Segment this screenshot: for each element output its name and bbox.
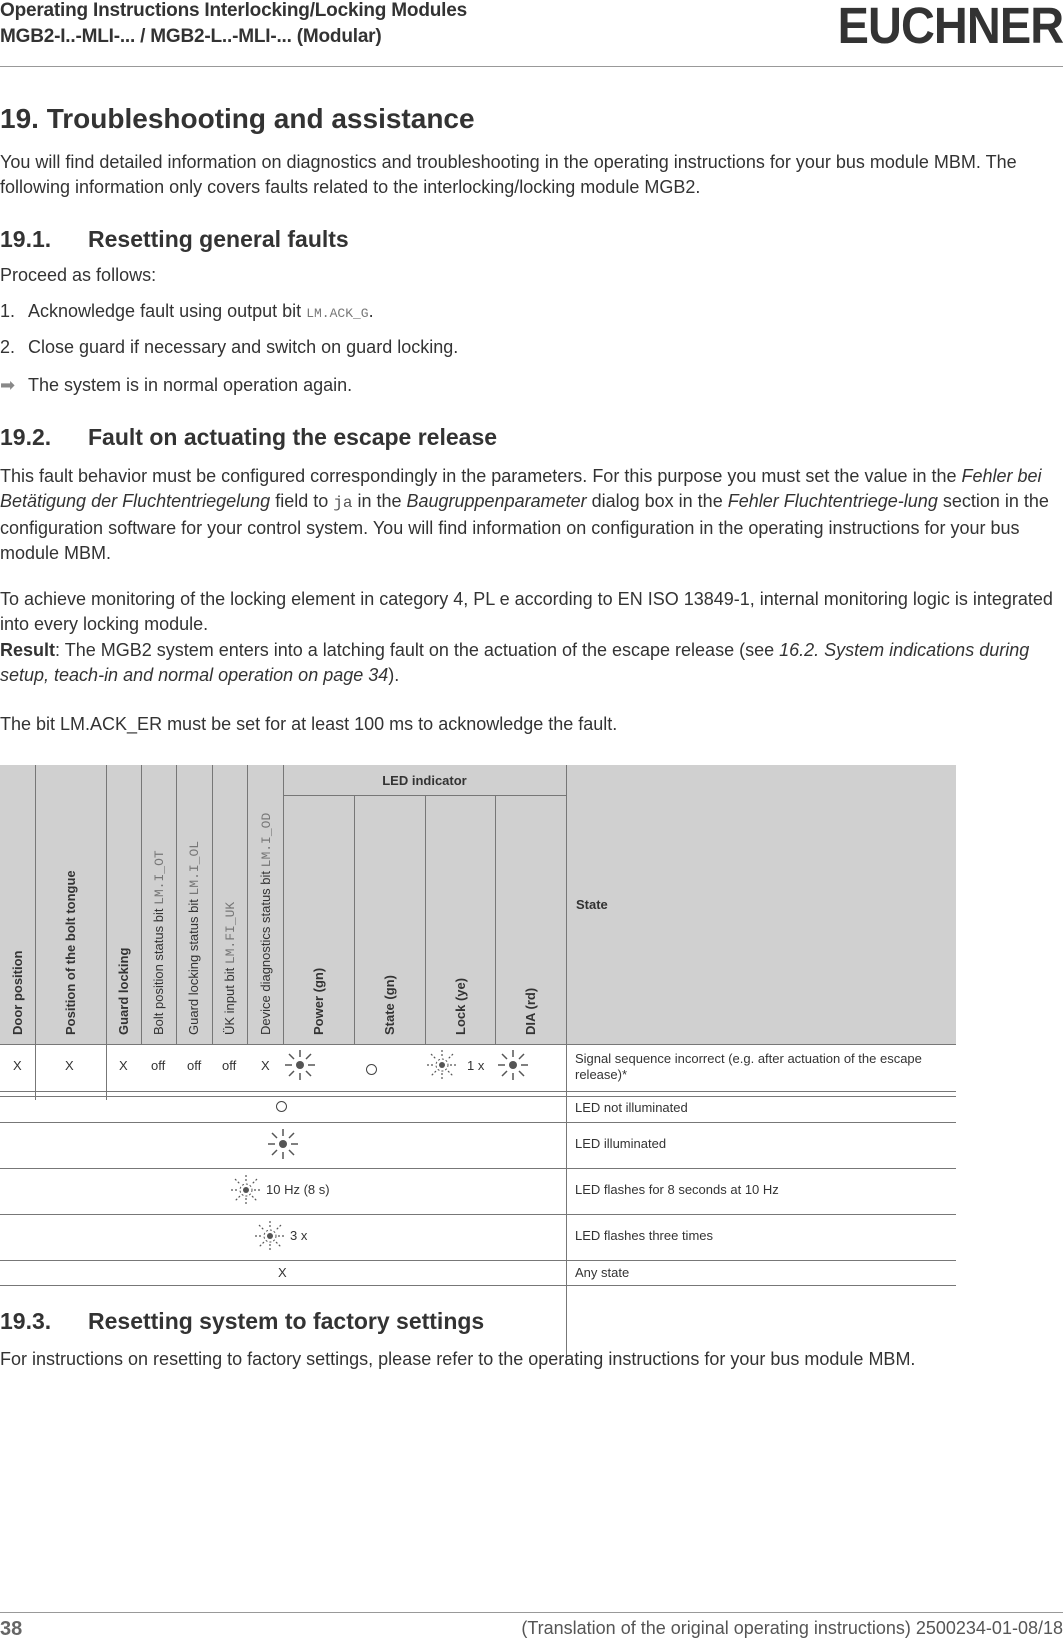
result-arrow-icon: ➡	[0, 375, 16, 395]
text: section in the configuration software for your control system. You will find information on configuration in the operating instructions for your bus module MBM.	[0, 491, 1049, 563]
led-illuminated-icon	[283, 1048, 317, 1082]
subsection-3-title: Resetting system to factory settings	[88, 1308, 485, 1334]
led-group-header: LED indicator	[382, 773, 467, 788]
row-divider	[0, 1168, 956, 1169]
s3-paragraph: For instructions on resetting to factory settings, please refer to the operating instructions for your bus module MBM.	[0, 1349, 916, 1369]
header-text: State (gn)	[382, 975, 397, 1035]
section-intro: You will find detailed information on diagnostics and troubleshooting in the operating instructions for your bus module MBM. The following information only covers faults related to the interlocking/locking module MGB2.	[0, 152, 1017, 197]
subsection-1-number: 19.1.	[0, 226, 52, 252]
cell-bps: off	[151, 1058, 166, 1073]
text: dialog box in the	[586, 491, 728, 511]
doc-title: Operating Instructions Interlocking/Locking Modules	[0, 0, 467, 21]
legend-symbol-3x: 3 x	[290, 1228, 308, 1243]
row-divider	[0, 1122, 956, 1123]
subsection-2-number: 19.2.	[0, 424, 52, 450]
led-illuminated-icon	[266, 1127, 300, 1161]
col-divider	[176, 765, 177, 1044]
subsection-1-title: Resetting general faults	[88, 226, 349, 252]
led-group-divider	[283, 795, 566, 796]
header-text: Position of the bolt tongue	[63, 870, 78, 1035]
header-code: LM.FI_UK	[223, 901, 238, 965]
col-divider	[354, 795, 355, 1044]
result-text: The system is in normal operation again.	[28, 375, 353, 395]
table-header	[0, 765, 956, 1044]
table-bottom-border	[0, 1285, 956, 1286]
row-divider	[0, 1260, 956, 1261]
led-flashing-icon	[253, 1219, 287, 1253]
step-end: .	[368, 301, 374, 321]
value-code: ja	[333, 494, 353, 512]
legend-symbol-10hz: 10 Hz (8 s)	[266, 1182, 330, 1197]
cell-guard: X	[119, 1058, 128, 1073]
dialog-name: Baugruppenparameter	[406, 491, 587, 511]
s1-lead: Proceed as follows:	[0, 265, 157, 285]
guard-locking-status-header	[186, 841, 202, 1035]
col-divider	[495, 795, 496, 1044]
footer-divider	[0, 1612, 1063, 1613]
legend-desc-10hz: LED flashes for 8 seconds at 10 Hz	[575, 1182, 779, 1197]
field-name: Fehler bei Betätigung der Fluchtentriegelung	[0, 466, 1042, 511]
led-flashing-icon	[229, 1173, 263, 1207]
header-text: Guard locking status bit	[186, 895, 201, 1035]
cell-bolt: X	[65, 1058, 74, 1073]
row-divider	[0, 1091, 956, 1092]
s1-result	[0, 375, 352, 396]
header-code: LM.I_OD	[259, 812, 274, 868]
doc-subtitle: MGB2-I..-MLI-... / MGB2-L..-MLI-... (Modular)	[0, 26, 382, 47]
header-code: LM.I_OL	[187, 840, 202, 896]
subsection-2-title: Fault on actuating the escape release	[88, 424, 498, 450]
section-name: Fehler Fluchtentriege-lung	[727, 491, 938, 511]
text: field to	[270, 491, 334, 511]
step-number: 1.	[0, 301, 16, 321]
header-text: Device diagnostics status bit	[258, 867, 273, 1035]
text: in the	[352, 491, 407, 511]
page-number: 38	[0, 1618, 23, 1640]
footer-note: (Translation of the original operating instructions) 2500234-01-08/18	[521, 1618, 1063, 1638]
col-divider	[425, 795, 426, 1044]
col-divider	[283, 765, 284, 1044]
s2-paragraph-3	[0, 638, 1063, 688]
led-state-table	[0, 765, 956, 1285]
s1-step-2	[0, 337, 458, 358]
led-off-icon	[366, 1064, 377, 1075]
text: : The MGB2 system enters into a latching fault on the actuation of the escape release (see	[55, 640, 780, 660]
lock-led-header	[453, 978, 468, 1035]
step-number: 2.	[0, 337, 16, 357]
led-illuminated-icon	[496, 1048, 530, 1082]
cell-lock-count: 1 x	[467, 1058, 485, 1073]
text: This fault behavior must be configured correspondingly in the parameters. For this purpose you must set the value in the	[0, 466, 962, 486]
step-text: Close guard if necessary and switch on guard locking.	[28, 337, 459, 357]
legend-desc-off: LED not illuminated	[575, 1100, 688, 1115]
uk-input-header	[222, 902, 238, 1035]
step-text: Acknowledge fault using output bit	[28, 301, 307, 321]
col-divider	[212, 765, 213, 1044]
s2-paragraph-4: The bit LM.ACK_ER must be set for at least 100 ms to acknowledge the fault.	[0, 714, 618, 734]
dia-led-header	[523, 988, 538, 1035]
door-position-header	[10, 951, 25, 1036]
s2-paragraph-2: To achieve monitoring of the locking element in category 4, PL e according to EN ISO 13849-1, internal monitoring logic is integrated into every locking module.	[0, 589, 1053, 634]
header-text: DIA (rd)	[523, 987, 538, 1035]
col-divider	[35, 765, 36, 1044]
header-text: Power (gn)	[311, 967, 326, 1035]
subsection-1-heading	[0, 226, 349, 253]
led-off-icon	[276, 1101, 287, 1112]
col-divider	[106, 765, 107, 1044]
s1-step-1	[0, 301, 374, 322]
cell-uk: off	[222, 1058, 237, 1073]
cell-dds: X	[261, 1058, 270, 1073]
subsection-3-number: 19.3.	[0, 1308, 52, 1334]
s2-paragraph-1	[0, 464, 1063, 566]
row-divider	[0, 1096, 956, 1097]
step-code: LM.ACK_G	[306, 306, 369, 321]
cross-reference-link[interactable]: 16.2. System indications during setup, teach-in and normal operation on page 34	[0, 640, 1030, 685]
header-code: LM.I_OT	[152, 850, 167, 905]
bolt-position-header	[63, 870, 78, 1035]
col-divider	[566, 765, 567, 1044]
guard-locking-header	[116, 948, 131, 1035]
col-divider	[247, 765, 248, 1044]
led-flashing-icon	[425, 1048, 459, 1082]
legend-desc-on: LED illuminated	[575, 1136, 667, 1151]
power-led-header	[311, 968, 326, 1035]
result-label: Result	[0, 640, 56, 660]
header-text: Door position	[10, 950, 25, 1035]
row-divider	[0, 1214, 956, 1215]
section-title: 19. Troubleshooting and assistance	[0, 103, 475, 134]
header-divider	[0, 66, 1063, 67]
col-divider	[141, 765, 142, 1044]
cell-gls: off	[187, 1058, 202, 1073]
text: ).	[388, 665, 400, 685]
state-header: State	[576, 897, 608, 912]
subsection-2-heading	[0, 424, 497, 451]
state-led-header	[382, 975, 397, 1035]
subsection-3-heading	[0, 1308, 484, 1335]
cell-state: Signal sequence incorrect (e.g. after actuation of the escape release)*	[575, 1051, 922, 1082]
legend-symbol-any: X	[278, 1265, 287, 1280]
header-text: Lock (ye)	[453, 977, 468, 1035]
cell-door: X	[13, 1058, 22, 1073]
brand-logo: EUCHNER	[837, 0, 1063, 54]
legend-desc-any: Any state	[575, 1265, 630, 1280]
header-text: ÜK input bit	[222, 964, 237, 1035]
header-text: Bolt position status bit	[151, 904, 166, 1035]
header-text: Guard locking	[116, 947, 131, 1035]
bolt-position-status-header	[151, 850, 167, 1035]
device-diagnostics-header	[258, 813, 274, 1035]
legend-desc-3x: LED flashes three times	[575, 1228, 714, 1243]
row-divider	[0, 1044, 956, 1045]
